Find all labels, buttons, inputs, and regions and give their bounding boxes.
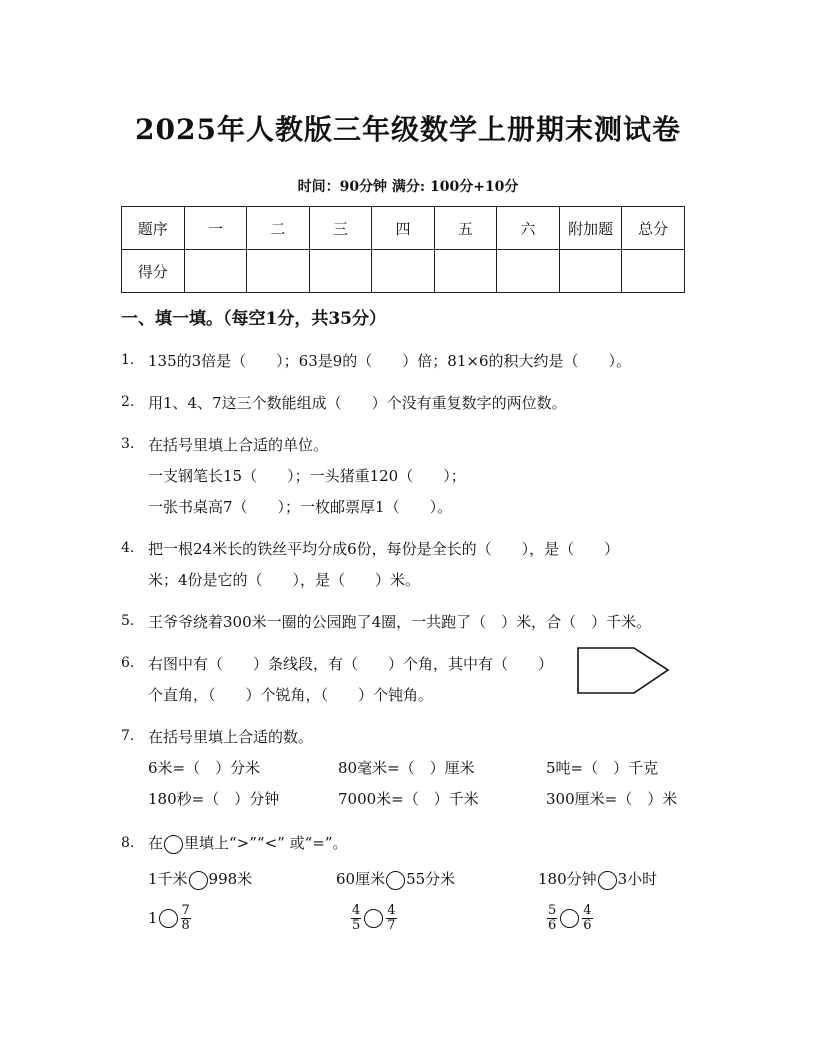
compare-item [148, 869, 252, 890]
score-cell[interactable] [372, 250, 435, 293]
numerator: 5 [548, 902, 557, 918]
fraction [181, 904, 191, 933]
pentagon-figure [576, 646, 672, 696]
exam-info: 时间：90分钟 满分: 100分+10分 [297, 179, 519, 195]
score-cell[interactable] [247, 250, 310, 293]
question-8-text-a: 在 [148, 834, 164, 852]
score-label-cell: 得分 [122, 250, 185, 293]
question-8-text-b: 里填上“>”“<” 或“=”。 [184, 834, 348, 852]
question-number: 6. [121, 655, 135, 671]
question-number: 3. [121, 436, 135, 452]
compare-item [336, 869, 455, 890]
numerator: 4 [583, 902, 592, 918]
score-table-score-row [122, 250, 685, 293]
score-cell[interactable] [497, 250, 560, 293]
header-cell: 四 [372, 207, 435, 250]
question-8-text [148, 833, 348, 854]
conversion-item: 300厘米=（ ）米 [546, 790, 678, 808]
conversion-item: 180秒=（ ）分钟 [148, 790, 280, 808]
conversion-item: 5吨=（ ）千克 [546, 759, 659, 777]
score-table-header-row [122, 207, 685, 250]
section-heading: 一、填一填。（每空1分，共35分） [121, 309, 386, 329]
fraction [582, 904, 592, 933]
score-cell[interactable] [184, 250, 247, 293]
header-cell: 一 [184, 207, 247, 250]
compare-item [538, 869, 657, 890]
compare-circle[interactable] [386, 871, 405, 890]
compare-left: 60厘米 [336, 870, 386, 888]
numerator: 4 [352, 902, 361, 918]
compare-circle[interactable] [560, 909, 579, 928]
compare-left: 1千米 [148, 870, 188, 888]
question-number: 8. [121, 835, 135, 851]
score-table [121, 206, 685, 293]
compare-circle[interactable] [159, 909, 178, 928]
compare-circle[interactable] [598, 871, 617, 890]
compare-circle[interactable] [189, 871, 208, 890]
score-cell[interactable] [559, 250, 622, 293]
question-6-line-1: 右图中有（ ）条线段，有（ ）个角，其中有（ ） [148, 655, 554, 673]
question-3-line-2: 一张书桌高7（ ）；一枚邮票厚1（ ）。 [148, 498, 453, 516]
question-4-line-1: 把一根24米长的铁丝平均分成6份，每份是全长的（ ），是（ ） [148, 540, 620, 558]
question-4-line-2: 米；4份是它的（ ），是（ ）米。 [148, 571, 421, 589]
numerator: 4 [387, 902, 396, 918]
question-number: 1. [121, 352, 135, 368]
score-cell[interactable] [309, 250, 372, 293]
question-1-text: 135的3倍是（ ）；63是9的（ ）倍；81×6的积大约是（ ）。 [148, 352, 632, 370]
header-cell: 题序 [122, 207, 185, 250]
compare-left: 1 [148, 909, 158, 927]
question-number: 7. [121, 728, 135, 744]
conversion-item: 7000米=（ ）千米 [338, 790, 479, 808]
compare-left: 180分钟 [538, 870, 597, 888]
question-number: 2. [121, 394, 135, 410]
score-cell[interactable] [622, 250, 685, 293]
header-cell: 三 [309, 207, 372, 250]
denominator: 8 [181, 917, 190, 933]
conversion-item: 80毫米=（ ）厘米 [338, 759, 475, 777]
question-6-line-2: 个直角，（ ）个锐角，（ ）个钝角。 [148, 686, 434, 704]
header-cell: 六 [497, 207, 560, 250]
question-number: 5. [121, 613, 135, 629]
conversion-item: 6米=（ ）分米 [148, 759, 261, 777]
fraction [351, 904, 361, 933]
question-3-text: 在括号里填上合适的单位。 [148, 436, 329, 454]
fraction-compare-item [545, 900, 595, 934]
compare-right: 55分米 [406, 870, 456, 888]
fraction-compare-item [148, 900, 193, 935]
denominator: 5 [352, 917, 361, 933]
question-7-text: 在括号里填上合适的数。 [148, 728, 314, 746]
compare-circle[interactable] [364, 909, 383, 928]
denominator: 6 [583, 917, 592, 933]
page-title: 2025年人教版三年级数学上册期末测试卷 [135, 113, 681, 146]
compare-right: 3小时 [617, 870, 658, 888]
question-5-text: 王爷爷绕着300米一圈的公园跑了4圈，一共跑了（ ）米，合（ ）千米。 [148, 613, 652, 631]
question-2-text: 用1、4、7这三个数能组成（ ）个没有重复数字的两位数。 [148, 394, 567, 412]
score-cell[interactable] [434, 250, 497, 293]
circle-icon [164, 835, 183, 854]
header-cell: 总分 [622, 207, 685, 250]
denominator: 6 [548, 917, 557, 933]
header-cell: 二 [247, 207, 310, 250]
numerator: 7 [181, 902, 190, 918]
fraction [547, 904, 557, 933]
fraction-compare-item [349, 900, 399, 934]
question-3-line-1: 一支钢笔长15（ ）；一头猪重120（ ）； [148, 467, 466, 485]
header-cell: 附加题 [559, 207, 622, 250]
compare-right: 998米 [208, 870, 253, 888]
fraction [386, 904, 396, 933]
question-number: 4. [121, 540, 135, 556]
denominator: 7 [387, 917, 396, 933]
header-cell: 五 [434, 207, 497, 250]
